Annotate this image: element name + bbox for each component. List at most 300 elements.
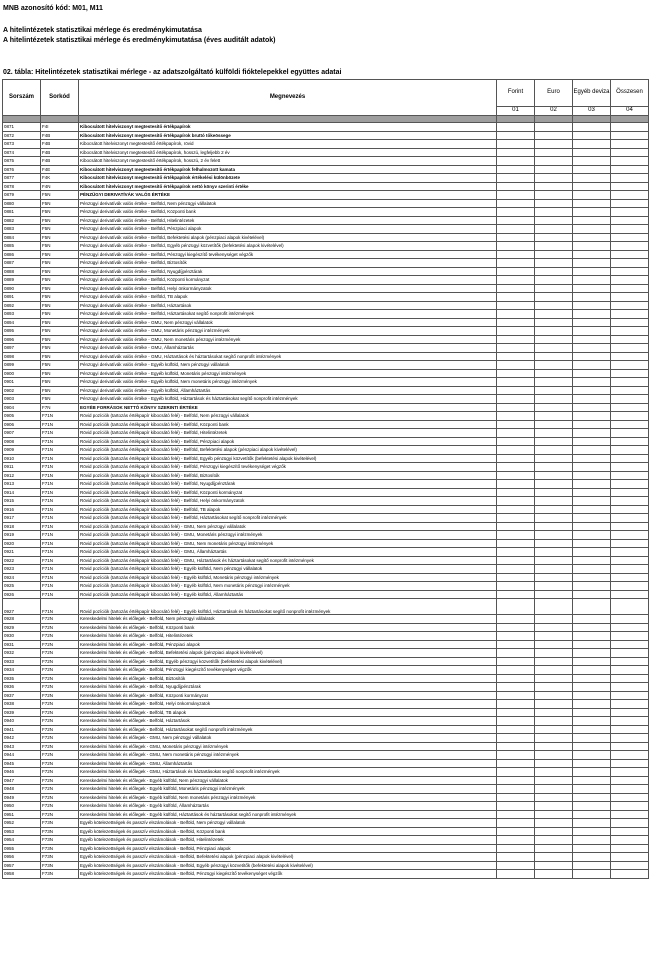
- value-cell-osszesen[interactable]: [611, 836, 649, 845]
- value-cell-forint[interactable]: [497, 582, 535, 591]
- value-cell-forint[interactable]: [497, 250, 535, 259]
- value-cell-egyeb-deviza[interactable]: [573, 853, 611, 862]
- value-cell-osszesen[interactable]: [611, 454, 649, 463]
- value-cell-egyeb-deviza[interactable]: [573, 802, 611, 811]
- value-cell-forint[interactable]: [497, 708, 535, 717]
- value-cell-egyeb-deviza[interactable]: [573, 844, 611, 853]
- value-cell-euro[interactable]: [535, 361, 573, 370]
- value-cell-osszesen[interactable]: [611, 759, 649, 768]
- value-cell-euro[interactable]: [535, 505, 573, 514]
- value-cell-euro[interactable]: [535, 717, 573, 726]
- value-cell-euro[interactable]: [535, 131, 573, 140]
- value-cell-forint[interactable]: [497, 844, 535, 853]
- value-cell-euro[interactable]: [535, 640, 573, 649]
- value-cell-egyeb-deviza[interactable]: [573, 208, 611, 217]
- value-cell-egyeb-deviza[interactable]: [573, 522, 611, 531]
- value-cell-osszesen[interactable]: [611, 565, 649, 574]
- value-cell-forint[interactable]: [497, 208, 535, 217]
- value-cell-osszesen[interactable]: [611, 242, 649, 251]
- value-cell-egyeb-deviza[interactable]: [573, 657, 611, 666]
- value-cell-egyeb-deviza[interactable]: [573, 233, 611, 242]
- value-cell-egyeb-deviza[interactable]: [573, 344, 611, 353]
- value-cell-egyeb-deviza[interactable]: [573, 742, 611, 751]
- value-cell-forint[interactable]: [497, 369, 535, 378]
- value-cell-osszesen[interactable]: [611, 123, 649, 132]
- value-cell-osszesen[interactable]: [611, 403, 649, 412]
- value-cell-forint[interactable]: [497, 505, 535, 514]
- value-cell-euro[interactable]: [535, 615, 573, 624]
- value-cell-egyeb-deviza[interactable]: [573, 386, 611, 395]
- value-cell-forint[interactable]: [497, 836, 535, 845]
- value-cell-forint[interactable]: [497, 522, 535, 531]
- value-cell-osszesen[interactable]: [611, 853, 649, 862]
- value-cell-egyeb-deviza[interactable]: [573, 420, 611, 429]
- value-cell-egyeb-deviza[interactable]: [573, 505, 611, 514]
- value-cell-egyeb-deviza[interactable]: [573, 819, 611, 828]
- value-cell-osszesen[interactable]: [611, 233, 649, 242]
- value-cell-forint[interactable]: [497, 301, 535, 310]
- value-cell-euro[interactable]: [535, 148, 573, 157]
- value-cell-forint[interactable]: [497, 827, 535, 836]
- value-cell-egyeb-deviza[interactable]: [573, 250, 611, 259]
- value-cell-forint[interactable]: [497, 437, 535, 446]
- value-cell-euro[interactable]: [535, 708, 573, 717]
- value-cell-egyeb-deviza[interactable]: [573, 514, 611, 523]
- value-cell-egyeb-deviza[interactable]: [573, 480, 611, 489]
- value-cell-euro[interactable]: [535, 810, 573, 819]
- value-cell-osszesen[interactable]: [611, 776, 649, 785]
- value-cell-egyeb-deviza[interactable]: [573, 836, 611, 845]
- value-cell-euro[interactable]: [535, 174, 573, 183]
- value-cell-forint[interactable]: [497, 361, 535, 370]
- value-cell-osszesen[interactable]: [611, 548, 649, 557]
- value-cell-euro[interactable]: [535, 522, 573, 531]
- value-cell-forint[interactable]: [497, 412, 535, 421]
- value-cell-euro[interactable]: [535, 827, 573, 836]
- value-cell-egyeb-deviza[interactable]: [573, 751, 611, 760]
- value-cell-euro[interactable]: [535, 480, 573, 489]
- value-cell-osszesen[interactable]: [611, 182, 649, 191]
- value-cell-osszesen[interactable]: [611, 522, 649, 531]
- value-cell-euro[interactable]: [535, 318, 573, 327]
- value-cell-egyeb-deviza[interactable]: [573, 225, 611, 234]
- value-cell-egyeb-deviza[interactable]: [573, 615, 611, 624]
- value-cell-osszesen[interactable]: [611, 768, 649, 777]
- value-cell-egyeb-deviza[interactable]: [573, 463, 611, 472]
- value-cell-egyeb-deviza[interactable]: [573, 497, 611, 506]
- value-cell-egyeb-deviza[interactable]: [573, 674, 611, 683]
- value-cell-egyeb-deviza[interactable]: [573, 267, 611, 276]
- value-cell-osszesen[interactable]: [611, 827, 649, 836]
- value-cell-egyeb-deviza[interactable]: [573, 318, 611, 327]
- value-cell-osszesen[interactable]: [611, 463, 649, 472]
- value-cell-egyeb-deviza[interactable]: [573, 284, 611, 293]
- value-cell-forint[interactable]: [497, 768, 535, 777]
- value-cell-forint[interactable]: [497, 352, 535, 361]
- value-cell-egyeb-deviza[interactable]: [573, 539, 611, 548]
- value-cell-osszesen[interactable]: [611, 140, 649, 149]
- value-cell-osszesen[interactable]: [611, 335, 649, 344]
- value-cell-euro[interactable]: [535, 335, 573, 344]
- value-cell-forint[interactable]: [497, 148, 535, 157]
- value-cell-euro[interactable]: [535, 369, 573, 378]
- value-cell-egyeb-deviza[interactable]: [573, 759, 611, 768]
- value-cell-osszesen[interactable]: [611, 810, 649, 819]
- value-cell-egyeb-deviza[interactable]: [573, 327, 611, 336]
- value-cell-forint[interactable]: [497, 674, 535, 683]
- value-cell-forint[interactable]: [497, 140, 535, 149]
- value-cell-osszesen[interactable]: [611, 751, 649, 760]
- value-cell-egyeb-deviza[interactable]: [573, 403, 611, 412]
- value-cell-euro[interactable]: [535, 182, 573, 191]
- value-cell-forint[interactable]: [497, 429, 535, 438]
- value-cell-osszesen[interactable]: [611, 174, 649, 183]
- value-cell-euro[interactable]: [535, 488, 573, 497]
- value-cell-forint[interactable]: [497, 539, 535, 548]
- value-cell-egyeb-deviza[interactable]: [573, 725, 611, 734]
- value-cell-euro[interactable]: [535, 429, 573, 438]
- value-cell-forint[interactable]: [497, 454, 535, 463]
- value-cell-forint[interactable]: [497, 191, 535, 200]
- value-cell-forint[interactable]: [497, 556, 535, 565]
- value-cell-euro[interactable]: [535, 284, 573, 293]
- value-cell-forint[interactable]: [497, 514, 535, 523]
- value-cell-euro[interactable]: [535, 395, 573, 404]
- value-cell-forint[interactable]: [497, 327, 535, 336]
- value-cell-egyeb-deviza[interactable]: [573, 691, 611, 700]
- value-cell-egyeb-deviza[interactable]: [573, 454, 611, 463]
- value-cell-forint[interactable]: [497, 632, 535, 641]
- value-cell-osszesen[interactable]: [611, 386, 649, 395]
- value-cell-osszesen[interactable]: [611, 488, 649, 497]
- value-cell-euro[interactable]: [535, 352, 573, 361]
- value-cell-forint[interactable]: [497, 590, 535, 599]
- value-cell-euro[interactable]: [535, 412, 573, 421]
- value-cell-osszesen[interactable]: [611, 225, 649, 234]
- value-cell-forint[interactable]: [497, 293, 535, 302]
- value-cell-osszesen[interactable]: [611, 344, 649, 353]
- value-cell-egyeb-deviza[interactable]: [573, 148, 611, 157]
- value-cell-forint[interactable]: [497, 861, 535, 870]
- value-cell-osszesen[interactable]: [611, 556, 649, 565]
- value-cell-osszesen[interactable]: [611, 259, 649, 268]
- value-cell-egyeb-deviza[interactable]: [573, 870, 611, 879]
- value-cell-forint[interactable]: [497, 759, 535, 768]
- value-cell-forint[interactable]: [497, 599, 535, 615]
- value-cell-osszesen[interactable]: [611, 199, 649, 208]
- value-cell-euro[interactable]: [535, 666, 573, 675]
- value-cell-osszesen[interactable]: [611, 683, 649, 692]
- value-cell-forint[interactable]: [497, 174, 535, 183]
- value-cell-egyeb-deviza[interactable]: [573, 548, 611, 557]
- value-cell-euro[interactable]: [535, 819, 573, 828]
- value-cell-egyeb-deviza[interactable]: [573, 640, 611, 649]
- value-cell-euro[interactable]: [535, 233, 573, 242]
- value-cell-euro[interactable]: [535, 344, 573, 353]
- value-cell-euro[interactable]: [535, 293, 573, 302]
- value-cell-euro[interactable]: [535, 378, 573, 387]
- value-cell-euro[interactable]: [535, 556, 573, 565]
- value-cell-egyeb-deviza[interactable]: [573, 140, 611, 149]
- value-cell-egyeb-deviza[interactable]: [573, 131, 611, 140]
- value-cell-euro[interactable]: [535, 793, 573, 802]
- value-cell-euro[interactable]: [535, 853, 573, 862]
- value-cell-euro[interactable]: [535, 514, 573, 523]
- value-cell-osszesen[interactable]: [611, 649, 649, 658]
- value-cell-forint[interactable]: [497, 734, 535, 743]
- value-cell-euro[interactable]: [535, 751, 573, 760]
- value-cell-osszesen[interactable]: [611, 734, 649, 743]
- value-cell-euro[interactable]: [535, 700, 573, 709]
- value-cell-egyeb-deviza[interactable]: [573, 776, 611, 785]
- value-cell-egyeb-deviza[interactable]: [573, 293, 611, 302]
- value-cell-forint[interactable]: [497, 742, 535, 751]
- value-cell-euro[interactable]: [535, 674, 573, 683]
- value-cell-osszesen[interactable]: [611, 708, 649, 717]
- value-cell-euro[interactable]: [535, 759, 573, 768]
- value-cell-osszesen[interactable]: [611, 471, 649, 480]
- value-cell-forint[interactable]: [497, 182, 535, 191]
- value-cell-egyeb-deviza[interactable]: [573, 123, 611, 132]
- value-cell-osszesen[interactable]: [611, 819, 649, 828]
- value-cell-forint[interactable]: [497, 267, 535, 276]
- value-cell-forint[interactable]: [497, 657, 535, 666]
- value-cell-euro[interactable]: [535, 310, 573, 319]
- value-cell-forint[interactable]: [497, 810, 535, 819]
- value-cell-osszesen[interactable]: [611, 250, 649, 259]
- value-cell-egyeb-deviza[interactable]: [573, 556, 611, 565]
- value-cell-egyeb-deviza[interactable]: [573, 531, 611, 540]
- value-cell-egyeb-deviza[interactable]: [573, 301, 611, 310]
- value-cell-euro[interactable]: [535, 734, 573, 743]
- value-cell-osszesen[interactable]: [611, 666, 649, 675]
- value-cell-egyeb-deviza[interactable]: [573, 683, 611, 692]
- value-cell-forint[interactable]: [497, 131, 535, 140]
- value-cell-euro[interactable]: [535, 742, 573, 751]
- value-cell-egyeb-deviza[interactable]: [573, 785, 611, 794]
- value-cell-osszesen[interactable]: [611, 615, 649, 624]
- value-cell-forint[interactable]: [497, 344, 535, 353]
- value-cell-forint[interactable]: [497, 691, 535, 700]
- value-cell-egyeb-deviza[interactable]: [573, 565, 611, 574]
- value-cell-euro[interactable]: [535, 208, 573, 217]
- value-cell-euro[interactable]: [535, 725, 573, 734]
- value-cell-osszesen[interactable]: [611, 531, 649, 540]
- value-cell-euro[interactable]: [535, 836, 573, 845]
- value-cell-forint[interactable]: [497, 725, 535, 734]
- value-cell-egyeb-deviza[interactable]: [573, 632, 611, 641]
- value-cell-osszesen[interactable]: [611, 657, 649, 666]
- value-cell-forint[interactable]: [497, 284, 535, 293]
- value-cell-euro[interactable]: [535, 590, 573, 599]
- value-cell-forint[interactable]: [497, 233, 535, 242]
- value-cell-osszesen[interactable]: [611, 700, 649, 709]
- value-cell-osszesen[interactable]: [611, 582, 649, 591]
- value-cell-osszesen[interactable]: [611, 870, 649, 879]
- value-cell-osszesen[interactable]: [611, 793, 649, 802]
- value-cell-egyeb-deviza[interactable]: [573, 573, 611, 582]
- value-cell-euro[interactable]: [535, 599, 573, 615]
- value-cell-egyeb-deviza[interactable]: [573, 700, 611, 709]
- value-cell-euro[interactable]: [535, 802, 573, 811]
- value-cell-osszesen[interactable]: [611, 802, 649, 811]
- value-cell-osszesen[interactable]: [611, 301, 649, 310]
- value-cell-osszesen[interactable]: [611, 216, 649, 225]
- value-cell-euro[interactable]: [535, 870, 573, 879]
- value-cell-euro[interactable]: [535, 565, 573, 574]
- value-cell-egyeb-deviza[interactable]: [573, 666, 611, 675]
- value-cell-egyeb-deviza[interactable]: [573, 378, 611, 387]
- value-cell-forint[interactable]: [497, 157, 535, 166]
- value-cell-forint[interactable]: [497, 700, 535, 709]
- value-cell-forint[interactable]: [497, 776, 535, 785]
- value-cell-egyeb-deviza[interactable]: [573, 649, 611, 658]
- value-cell-egyeb-deviza[interactable]: [573, 242, 611, 251]
- value-cell-osszesen[interactable]: [611, 378, 649, 387]
- value-cell-egyeb-deviza[interactable]: [573, 174, 611, 183]
- value-cell-osszesen[interactable]: [611, 717, 649, 726]
- value-cell-osszesen[interactable]: [611, 318, 649, 327]
- value-cell-forint[interactable]: [497, 717, 535, 726]
- value-cell-euro[interactable]: [535, 242, 573, 251]
- value-cell-egyeb-deviza[interactable]: [573, 157, 611, 166]
- value-cell-osszesen[interactable]: [611, 267, 649, 276]
- value-cell-euro[interactable]: [535, 623, 573, 632]
- value-cell-egyeb-deviza[interactable]: [573, 471, 611, 480]
- value-cell-osszesen[interactable]: [611, 573, 649, 582]
- value-cell-euro[interactable]: [535, 497, 573, 506]
- value-cell-egyeb-deviza[interactable]: [573, 335, 611, 344]
- value-cell-euro[interactable]: [535, 276, 573, 285]
- value-cell-forint[interactable]: [497, 310, 535, 319]
- value-cell-osszesen[interactable]: [611, 674, 649, 683]
- value-cell-egyeb-deviza[interactable]: [573, 768, 611, 777]
- value-cell-osszesen[interactable]: [611, 539, 649, 548]
- value-cell-egyeb-deviza[interactable]: [573, 623, 611, 632]
- value-cell-forint[interactable]: [497, 615, 535, 624]
- value-cell-egyeb-deviza[interactable]: [573, 488, 611, 497]
- value-cell-euro[interactable]: [535, 123, 573, 132]
- value-cell-euro[interactable]: [535, 683, 573, 692]
- value-cell-euro[interactable]: [535, 471, 573, 480]
- value-cell-osszesen[interactable]: [611, 725, 649, 734]
- value-cell-forint[interactable]: [497, 259, 535, 268]
- value-cell-forint[interactable]: [497, 318, 535, 327]
- value-cell-osszesen[interactable]: [611, 632, 649, 641]
- value-cell-forint[interactable]: [497, 793, 535, 802]
- value-cell-osszesen[interactable]: [611, 599, 649, 615]
- value-cell-egyeb-deviza[interactable]: [573, 361, 611, 370]
- value-cell-forint[interactable]: [497, 480, 535, 489]
- value-cell-osszesen[interactable]: [611, 590, 649, 599]
- value-cell-osszesen[interactable]: [611, 785, 649, 794]
- value-cell-euro[interactable]: [535, 454, 573, 463]
- value-cell-egyeb-deviza[interactable]: [573, 429, 611, 438]
- value-cell-euro[interactable]: [535, 649, 573, 658]
- value-cell-euro[interactable]: [535, 776, 573, 785]
- value-cell-euro[interactable]: [535, 420, 573, 429]
- value-cell-euro[interactable]: [535, 403, 573, 412]
- value-cell-osszesen[interactable]: [611, 148, 649, 157]
- value-cell-osszesen[interactable]: [611, 284, 649, 293]
- value-cell-forint[interactable]: [497, 471, 535, 480]
- value-cell-euro[interactable]: [535, 216, 573, 225]
- value-cell-egyeb-deviza[interactable]: [573, 182, 611, 191]
- value-cell-forint[interactable]: [497, 819, 535, 828]
- value-cell-forint[interactable]: [497, 853, 535, 862]
- value-cell-forint[interactable]: [497, 386, 535, 395]
- value-cell-osszesen[interactable]: [611, 446, 649, 455]
- value-cell-euro[interactable]: [535, 582, 573, 591]
- value-cell-osszesen[interactable]: [611, 191, 649, 200]
- value-cell-osszesen[interactable]: [611, 742, 649, 751]
- value-cell-osszesen[interactable]: [611, 369, 649, 378]
- value-cell-euro[interactable]: [535, 386, 573, 395]
- value-cell-egyeb-deviza[interactable]: [573, 734, 611, 743]
- value-cell-osszesen[interactable]: [611, 514, 649, 523]
- value-cell-euro[interactable]: [535, 463, 573, 472]
- value-cell-forint[interactable]: [497, 623, 535, 632]
- value-cell-osszesen[interactable]: [611, 480, 649, 489]
- value-cell-osszesen[interactable]: [611, 395, 649, 404]
- value-cell-forint[interactable]: [497, 683, 535, 692]
- value-cell-forint[interactable]: [497, 123, 535, 132]
- value-cell-forint[interactable]: [497, 531, 535, 540]
- value-cell-osszesen[interactable]: [611, 623, 649, 632]
- value-cell-forint[interactable]: [497, 548, 535, 557]
- value-cell-forint[interactable]: [497, 565, 535, 574]
- value-cell-forint[interactable]: [497, 870, 535, 879]
- value-cell-euro[interactable]: [535, 844, 573, 853]
- value-cell-egyeb-deviza[interactable]: [573, 216, 611, 225]
- value-cell-egyeb-deviza[interactable]: [573, 369, 611, 378]
- value-cell-egyeb-deviza[interactable]: [573, 717, 611, 726]
- value-cell-osszesen[interactable]: [611, 505, 649, 514]
- value-cell-osszesen[interactable]: [611, 165, 649, 174]
- value-cell-euro[interactable]: [535, 225, 573, 234]
- value-cell-euro[interactable]: [535, 301, 573, 310]
- value-cell-egyeb-deviza[interactable]: [573, 590, 611, 599]
- value-cell-euro[interactable]: [535, 327, 573, 336]
- value-cell-euro[interactable]: [535, 548, 573, 557]
- value-cell-euro[interactable]: [535, 531, 573, 540]
- value-cell-euro[interactable]: [535, 768, 573, 777]
- value-cell-osszesen[interactable]: [611, 276, 649, 285]
- value-cell-euro[interactable]: [535, 437, 573, 446]
- value-cell-forint[interactable]: [497, 751, 535, 760]
- value-cell-osszesen[interactable]: [611, 157, 649, 166]
- value-cell-osszesen[interactable]: [611, 208, 649, 217]
- value-cell-osszesen[interactable]: [611, 412, 649, 421]
- value-cell-osszesen[interactable]: [611, 327, 649, 336]
- value-cell-osszesen[interactable]: [611, 844, 649, 853]
- value-cell-euro[interactable]: [535, 259, 573, 268]
- value-cell-euro[interactable]: [535, 165, 573, 174]
- value-cell-egyeb-deviza[interactable]: [573, 599, 611, 615]
- value-cell-euro[interactable]: [535, 157, 573, 166]
- value-cell-forint[interactable]: [497, 216, 535, 225]
- value-cell-euro[interactable]: [535, 573, 573, 582]
- value-cell-forint[interactable]: [497, 420, 535, 429]
- value-cell-osszesen[interactable]: [611, 361, 649, 370]
- value-cell-forint[interactable]: [497, 649, 535, 658]
- value-cell-forint[interactable]: [497, 165, 535, 174]
- value-cell-euro[interactable]: [535, 191, 573, 200]
- value-cell-egyeb-deviza[interactable]: [573, 412, 611, 421]
- value-cell-euro[interactable]: [535, 539, 573, 548]
- value-cell-egyeb-deviza[interactable]: [573, 276, 611, 285]
- value-cell-forint[interactable]: [497, 666, 535, 675]
